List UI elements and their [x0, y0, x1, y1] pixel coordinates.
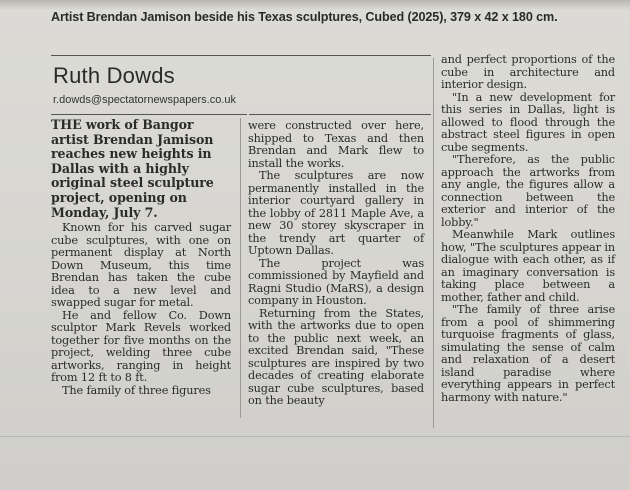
photo-edge-shadow — [0, 0, 630, 10]
paragraph: "Therefore, as the public approach the artworks from any angle, the figures allow a connection between the exterior and interior of the lobby." — [441, 153, 615, 229]
paragraph: He and fellow Co. Down sculptor Mark Revels worked together for five months on the project, welding three cube artworks, ranging in height from 12 ft to 8 ft. — [51, 308, 231, 385]
byline-top-rule — [51, 55, 431, 56]
paragraph: were constructed over here, shipped to Texas and then Brendan and Mark flew to install the works. — [248, 119, 424, 170]
paragraph: The sculptures are now permanently installed in the interior courtyard gallery in the lobby of 2811 Maple Ave, a new 30 storey skyscraper in the trendy art quarter of Uptown Dallas. — [248, 169, 424, 257]
byline-bottom-rule-right — [249, 114, 431, 115]
paragraph: The project was commissioned by Mayfield and Ragni Studio (MaRS), a design company in Houston. — [248, 256, 424, 307]
column-divider — [433, 58, 434, 428]
paragraph: Known for his carved sugar cube sculptures, with one on permanent display at North Down Museum, this time Brendan has taken the cube idea to a new level and swapped sugar for metal. — [51, 221, 231, 310]
page-fold-line — [0, 436, 630, 437]
paragraph: "In a new development for this series in Dallas, light is allowed to flood through the abstract steel figures in open cube segments. — [441, 90, 615, 154]
column-divider — [240, 118, 241, 418]
photo-caption: Artist Brendan Jamison beside his Texas sculptures, Cubed (2025), 379 x 42 x 180 cm. — [51, 10, 558, 24]
article-column-3 — [441, 54, 615, 404]
byline-name: Ruth Dowds — [53, 63, 175, 88]
paragraph: The family of three figures — [62, 383, 211, 397]
article-column-2 — [248, 120, 424, 408]
paragraph: and perfect proportions of the cube in architecture and interior design. — [441, 53, 615, 91]
byline-bottom-rule-left — [51, 114, 247, 115]
article-column-1 — [51, 118, 231, 397]
article-lead: THE work of Bangor artist Brendan Jamison reaches new heights in Dallas with a highly original steel sculpture project, opening on Monday, July 7. — [51, 117, 214, 220]
paragraph: Meanwhile Mark outlines how, "The sculptures appear in dialogue with each other, as if an imaginary conversation is taking place between a mother, father and child. — [441, 228, 615, 304]
paragraph: "The family of three arise from a pool of shimmering turquoise fragments of glass, simulating the sense of calm and relaxation of a desert island paradise where everything appears in perfect harmony with nature." — [441, 303, 615, 404]
paragraph: Returning from the States, with the artworks due to open to the public next week, an excited Brendan said, "These sculptures are inspired by two decades of creating elaborate sugar cube sculptures, based on the beauty — [248, 306, 424, 407]
byline-email: r.dowds@spectatornewspapers.co.uk — [53, 94, 236, 106]
